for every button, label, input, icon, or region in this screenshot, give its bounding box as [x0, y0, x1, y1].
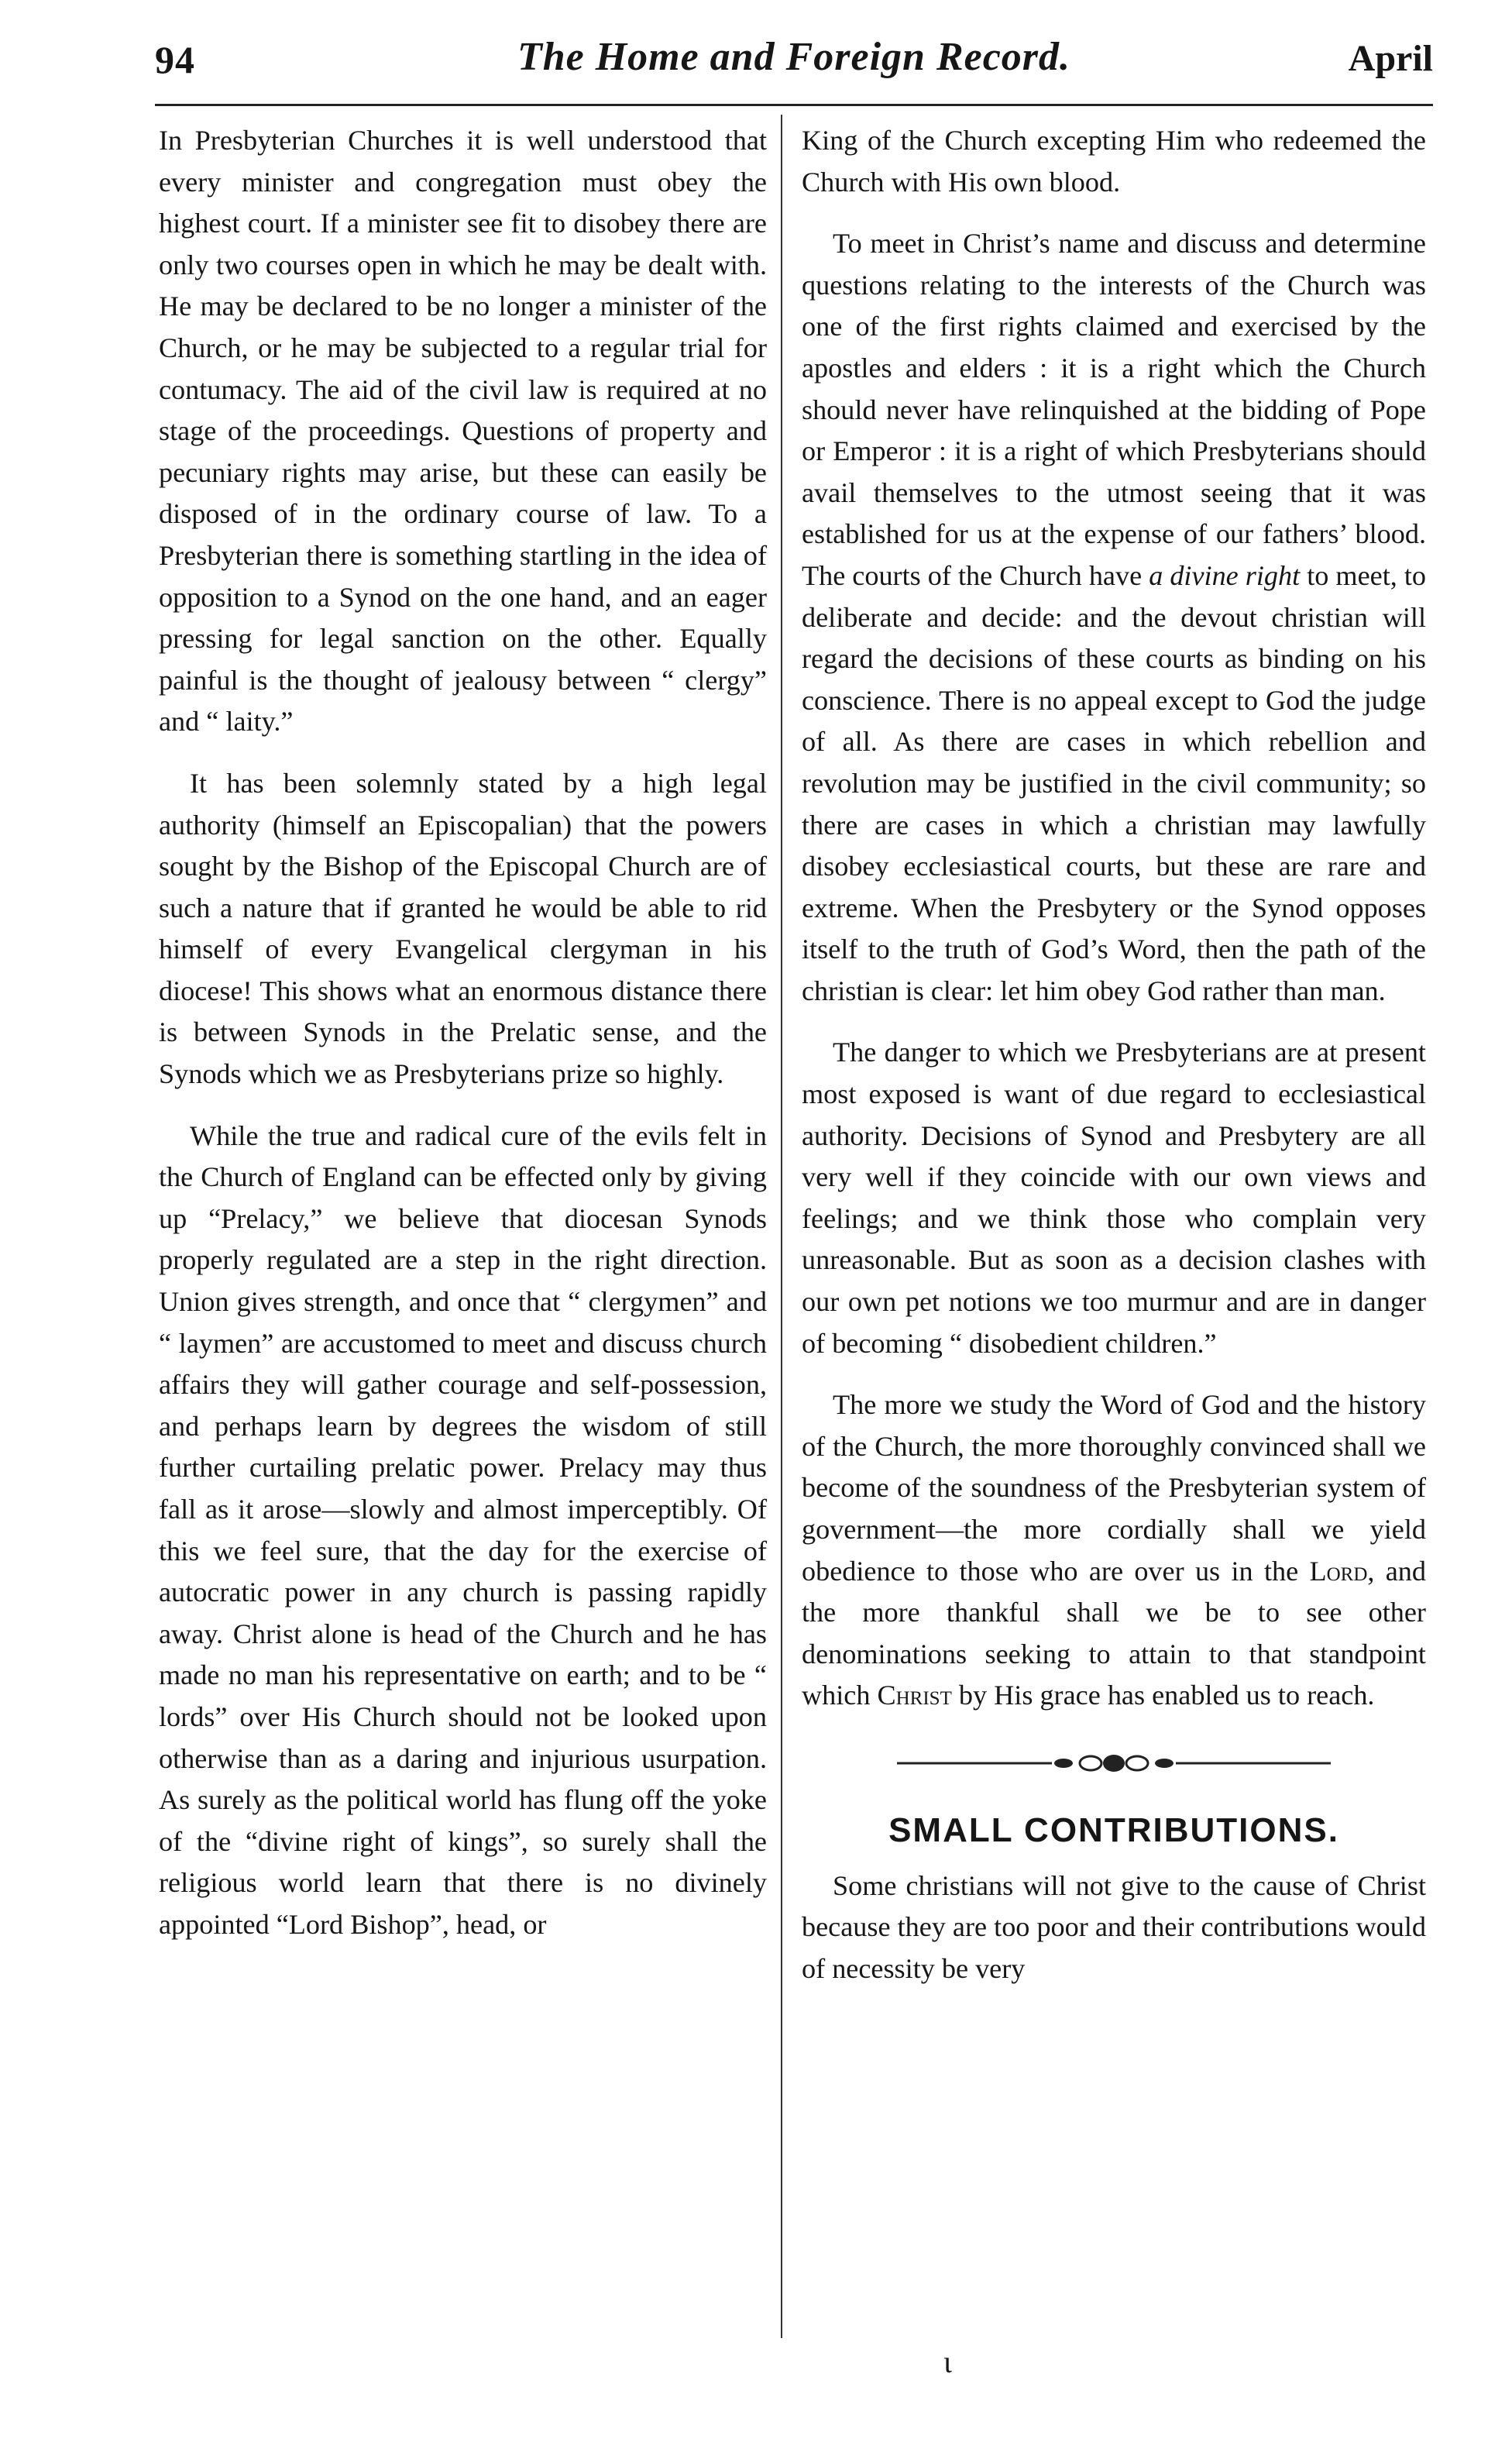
paragraph: [802, 223, 1426, 1012]
text-run: , and the more thankful shall we be to see other denominations seeking to attain to that standpoint which: [802, 1555, 1426, 1711]
stray-mark: ι: [943, 2344, 952, 2379]
text-run: To meet in Christ’s name and discuss and determine questions relating to the interests of the Church was one of the first rights claimed and exercised by the apostles and elders : it is a right which the Church should never have relinquished at the bidding of Pope or Emperor : it is a right of which Presbyterians should avail themselves to the utmost seeing that it was established for us at the expense of our fathers’ blood. The courts of the Church have: [802, 228, 1426, 591]
emphasis: a divine right: [1149, 559, 1301, 591]
paragraph: While the true and radical cure of the evils felt in the Church of England can be effected only by giving up “Prelacy,” we believe that diocesan Synods properly regulated are a step in the right direction. Union gives strength, and once that “ clergymen” and “ laymen” are accustomed to meet and discuss church affairs they will gather courage and self-possession, and perhaps learn by degrees the wisdom of still further curtailing prelatic power. Prelacy may thus fall as it arose—slowly and almost imperceptibly. Of this we feel sure, that the day for the exercise of autocratic power in any church is passing rapidly away. Christ alone is head of the Church and he has made no man his representative on earth; and to be “ lords” over His Church should not be looked upon otherwise than as a daring and injurious usurpation. As surely as the political world has flung off the yoke of the “divine right of kings”, so surely shall the religious world learn that there is no divinely appointed “Lord Bishop”, head, or: [159, 1119, 767, 1940]
right-column: [802, 120, 1426, 2010]
small-caps-lord: Lord: [1309, 1555, 1368, 1587]
paragraph: Some christians will not give to the cause of Christ because they are too poor and their contributions would of necessity be very: [802, 1869, 1426, 1984]
paragraph: King of the Church excepting Him who redeemed the Church with His own blood.: [802, 125, 1426, 198]
small-caps-christ: Christ: [877, 1680, 952, 1711]
page-number: 94: [155, 38, 195, 81]
running-header: [155, 37, 1433, 91]
left-column: [159, 120, 767, 1966]
paragraph: It has been solemnly stated by a high legal authority (himself an Episcopalian) that the powers sought by the Bishop of the Episcopal Church are of such a nature that if granted he would be able to rid himself of every Evangelical clergyman in his diocese! This shows what an enormous distance there is between Synods in the Prelatic sense, and the Synods which we as Presbyterians prize so highly.: [159, 767, 767, 1090]
section-heading: SMALL CONTRIBUTIONS.: [888, 1810, 1339, 1849]
paragraph: [802, 1384, 1426, 1717]
header-rule: [155, 104, 1433, 106]
issue-month: April: [1348, 38, 1433, 79]
column-divider: [781, 115, 782, 2338]
paragraph: The danger to which we Presbyterians are at present most exposed is want of due regard to ecclesiastical authority. Decisions of Synod and Presbytery are all very well if they coincide with our own views and feelings; and we think those who complain very unreasonable. But as soon as a decision clashes with our own pet notions we too murmur and are in danger of becoming “ disobedient children.”: [802, 1037, 1426, 1359]
text-run: by His grace has enabled us to reach.: [951, 1680, 1375, 1711]
running-title: The Home and Foreign Record.: [517, 35, 1071, 79]
paragraph: In Presbyterian Churches it is well understood that every minister and congregation must obey the highest court. If a minister see fit to disobey there are only two courses open in which he may be dealt with. He may be declared to be no longer a minister of the Church, or he may be subjected to a regular trial for contumacy. The aid of the civil law is required at no stage of the proceedings. Questions of property and pecuniary rights may arise, but these can easily be disposed of in the ordinary course of law. To a Presbyterian there is something startling in the idea of opposition to a Synod on the one hand, and an eager pressing for legal sanction on the other. Equally painful is the thought of jealousy between “ clergy” and “ laity.”: [159, 125, 767, 738]
text-run: to meet, to deliberate and decide: and the devout christian will regard the decisions of these courts as binding on his conscience. There is no appeal except to God the judge of all. As there are cases in which rebellion and revolution may be justified in the civil community; so there are cases in which a christian may lawfully disobey ecclesiastical courts, but these are rare and extreme. When the Presbytery or the Synod opposes itself to the truth of God’s Word, then the path of the christian is clear: let him obey God rather than man.: [802, 559, 1426, 1006]
text-run: The more we study the Word of God and the history of the Church, the more thoroughly convinced shall we become of the soundness of the Presbyterian system of government—the more cordially shall we yield obedience to those who are over us in the: [802, 1389, 1426, 1587]
decorative-rule-icon: [897, 1748, 1331, 1779]
